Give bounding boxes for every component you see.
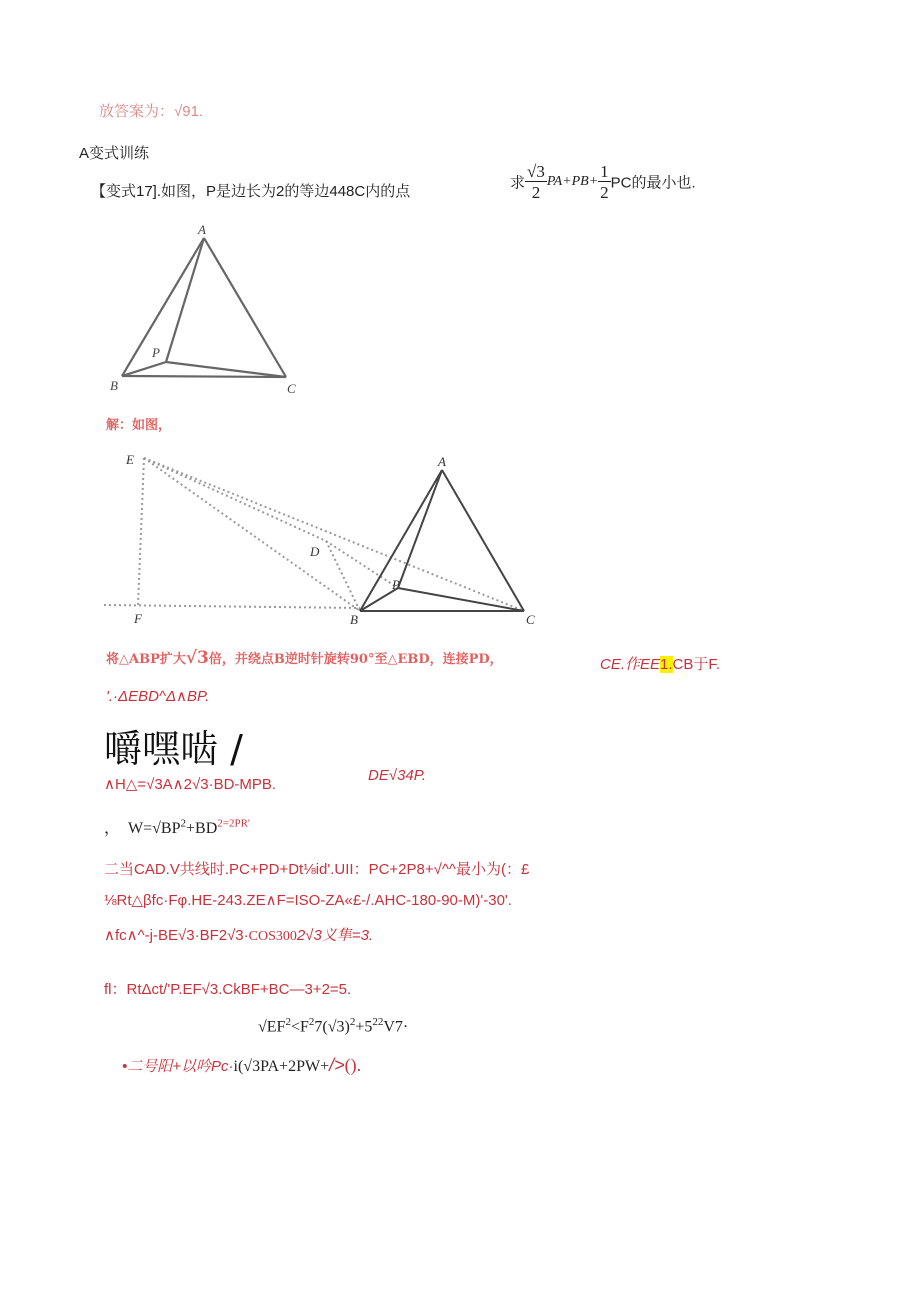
solution-label: 解：如图，	[106, 418, 172, 433]
triangle-edges	[122, 238, 286, 377]
label-p: P	[152, 345, 160, 360]
conclusion-d: ().	[344, 1055, 362, 1075]
solution-line-2: '.·ΔEBD^Δ∧BP.	[106, 688, 210, 705]
edge-ab	[122, 238, 204, 376]
previous-answer: 放答案为：√91.	[99, 103, 204, 120]
label-b: B	[350, 612, 358, 627]
solution-line-1	[106, 648, 503, 668]
solution-line-4: ∧H△=√3A∧2√3·BD-MPB.	[104, 776, 277, 793]
fraction-denominator: 2	[600, 183, 609, 202]
line-db	[326, 541, 360, 611]
fraction-denominator: 2	[531, 183, 541, 202]
fraction-numerator: 1	[600, 162, 609, 181]
edge-ab	[360, 470, 442, 611]
tail-b: CB于F.	[672, 656, 721, 673]
triangle-abc	[360, 470, 524, 611]
label-a: A	[438, 454, 446, 469]
label-c: C	[526, 612, 535, 627]
segment-pc	[398, 588, 524, 611]
segment-ap	[398, 470, 442, 588]
sup-3: 2	[349, 1016, 356, 1028]
label-p: P	[392, 577, 400, 592]
lead-comma: ，	[104, 820, 121, 837]
sup-1: 2	[285, 1016, 291, 1028]
segment-cp	[166, 362, 286, 377]
fraction-1-over-2	[598, 163, 611, 201]
solution-line-8	[104, 924, 373, 945]
sup-2: 2	[308, 1016, 315, 1028]
highlighted-mark: 1.	[660, 656, 673, 673]
solution-line-7: ⅛Rt△βfc·Fφ.HE-243.ZE∧F=ISO-ZA«£-/.AHC-180-90-M)'-30'.	[104, 892, 512, 909]
solution-line-5	[104, 815, 250, 838]
solution-line-10	[258, 1016, 408, 1036]
fraction-numerator: √3	[527, 162, 545, 181]
line-8-c: 2√3义隼=3.	[296, 927, 374, 944]
label-c: C	[287, 381, 296, 396]
line-ef	[138, 458, 144, 605]
superscript: 2	[180, 817, 186, 830]
bd-term: +BD	[186, 820, 218, 837]
construction-figure-2	[104, 448, 554, 633]
label-b: B	[110, 378, 118, 393]
edge-bc	[122, 376, 286, 377]
line-8-cos: COS300	[248, 929, 297, 944]
solution-line-11	[122, 1055, 361, 1076]
rotation-text-a: 将△ABP扩大	[106, 652, 186, 667]
solution-line-4-right: DE√34P.	[368, 767, 426, 784]
triangle-figure-1	[100, 218, 310, 398]
formula-middle: PA+PB+	[546, 174, 599, 189]
formula-tail: PC的最小也.	[610, 174, 696, 192]
segment-ap	[166, 238, 204, 362]
solution-line-1-tail	[600, 653, 720, 674]
line-8-a: ∧fc∧^-j-BE√3·BF2√3·	[104, 927, 249, 944]
formula-lead: 求	[510, 175, 526, 192]
label-a: A	[198, 222, 206, 237]
edge-ac	[204, 238, 286, 377]
label-d: D	[310, 544, 320, 559]
rotation-text-b: 倍，并绕点B逆时针旋转90°至△EBD，连接PD，	[208, 652, 503, 667]
sup-4: 22	[372, 1016, 384, 1028]
garbled-heading: 嚼嘿啮 /	[104, 727, 243, 771]
conclusion-c: />	[329, 1055, 345, 1075]
sqrt3-term: 7(√3)	[314, 1018, 350, 1036]
conclusion-a: •二号阳+以吟Pc·	[122, 1058, 234, 1075]
solution-line-6: 二当CAD.V共线时.PC+PD+Dt⅛id'.UII：PC+2P8+√^^最小为(：£	[104, 861, 530, 878]
tail-a: CE.作EE	[600, 656, 661, 673]
problem-statement: 【变式17].如图，P是边长为2的等边448C内的点	[91, 183, 411, 200]
five-term: +5	[355, 1018, 373, 1036]
line-eb	[144, 458, 360, 611]
line-fb-extension	[104, 605, 360, 608]
fraction-sqrt3-over-2	[525, 163, 547, 201]
label-f: F	[134, 611, 142, 626]
solution-line-9: fl：RtΔct/'P.EF√3.CkBF+BC—3+2=5.	[104, 981, 352, 998]
edge-ac	[442, 470, 524, 611]
superscript-result: 2=2PR'	[217, 817, 250, 830]
dotted-construction-lines	[104, 458, 524, 611]
w-expression: W=√BP	[128, 820, 181, 837]
section-title: A变式训练	[79, 145, 150, 162]
line-ec	[144, 458, 524, 611]
result-term: V7·	[383, 1018, 409, 1036]
f-term: <F	[290, 1018, 309, 1036]
ef-term: √EF	[258, 1018, 286, 1036]
conclusion-b: i(√3PA+2PW+	[233, 1058, 330, 1075]
label-e: E	[126, 452, 134, 467]
problem-formula	[510, 163, 696, 201]
line-ed	[144, 458, 326, 541]
rotation-sqrt3: √3	[185, 648, 209, 668]
